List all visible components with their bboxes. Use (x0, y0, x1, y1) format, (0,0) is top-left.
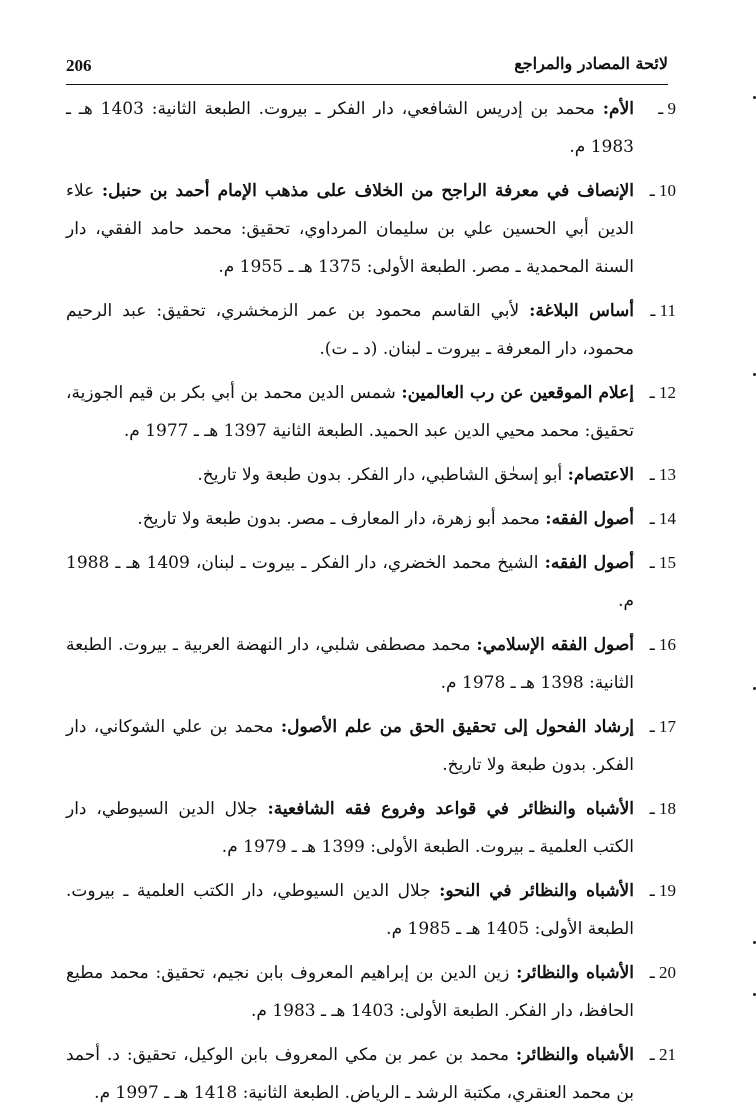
entry-title: أساس البلاغة: (529, 301, 634, 321)
entry-number: 14 ـ (649, 509, 676, 528)
entry-title: أصول الفقه: (544, 553, 634, 573)
bibliography-entry (66, 456, 676, 494)
entry-details: محمد أبو زهرة، دار المعارف ـ مصر. بدون طبعة ولا تاريخ. (137, 509, 546, 529)
entry-number: 17 ـ (649, 717, 676, 736)
bibliography-entry (66, 708, 676, 784)
bibliography-entry (66, 1036, 676, 1112)
entry-number: 15 ـ (649, 553, 676, 572)
entry-number: 18 ـ (649, 799, 676, 818)
entry-title: الأشباه والنظائر في النحو: (439, 881, 634, 901)
entry-details: زين الدين بن إبراهيم المعروف بابن نجيم، تحقيق: محمد مطيع الحافظ، دار الفكر. الطبعة الأولى: 1403 هـ ـ 1983 م. (66, 963, 634, 1021)
entry-details: الشيخ محمد الخضري، دار الفكر ـ بيروت ـ لبنان، 1409 هـ ـ 1988 م. (66, 553, 634, 611)
entry-title: الأشباه والنظائر: (516, 963, 634, 983)
entry-number: 19 ـ (649, 881, 676, 900)
entry-details: علاء الدين أبي الحسين علي بن سليمان المرداوي، تحقيق: محمد حامد الفقي، دار السنة المحمدية ـ مصر. الطبعة الأولى: 1375 هـ ـ 1955 م. (66, 181, 634, 277)
bibliography-entry (66, 374, 676, 450)
entry-details: أبو إسحٰق الشاطبي، دار الفكر. بدون طبعة ولا تاريخ. (197, 465, 568, 485)
entry-number: 13 ـ (649, 465, 676, 484)
bibliography-entry (66, 626, 676, 702)
entry-number: 21 ـ (649, 1045, 676, 1064)
entry-details: محمد مصطفى شلبي، دار النهضة العربية ـ بيروت. الطبعة الثانية: 1398 هـ ـ 1978 م. (66, 635, 634, 693)
bibliography-entry (66, 90, 676, 166)
entry-number: 11 ـ (650, 301, 676, 320)
running-title: لائحة المصادر والمراجع (514, 54, 668, 73)
entry-number: 20 ـ (649, 963, 676, 982)
entry-details: محمد بن علي الشوكاني، دار الفكر. بدون طبعة ولا تاريخ. (66, 717, 634, 775)
bibliography-entry (66, 790, 676, 866)
entry-number: 12 ـ (649, 383, 676, 402)
entry-number: 10 ـ (649, 181, 676, 200)
entry-title: الاعتصام: (567, 465, 634, 485)
entry-details: محمد بن عمر بن مكي المعروف بابن الوكيل، تحقيق: د. أحمد بن محمد العنقري، مكتبة الرشد ـ الرياض. الطبعة الثانية: 1418 هـ ـ 1997 م. (66, 1045, 634, 1103)
entry-details: جلال الدين السيوطي، دار الكتب العلمية ـ بيروت. الطبعة الأولى: 1405 هـ ـ 1985 م. (66, 881, 634, 939)
bibliography-entry (66, 292, 676, 368)
entry-details: محمد بن إدريس الشافعي، دار الفكر ـ بيروت. الطبعة الثانية: 1403 هـ ـ 1983 م. (66, 99, 634, 157)
bibliography-entry (66, 872, 676, 948)
bibliography-entry (66, 172, 676, 286)
entry-title: أصول الفقه الإسلامي: (476, 635, 634, 655)
bibliography-entry (66, 954, 676, 1030)
entry-number: 16 ـ (649, 635, 676, 654)
entry-title: أصول الفقه: (545, 509, 634, 529)
entry-title: الأشباه والنظائر في قواعد وفروع فقه الشافعية: (267, 799, 634, 819)
entry-title: الأشباه والنظائر: (515, 1045, 634, 1065)
entry-details: شمس الدين محمد بن أبي بكر بن قيم الجوزية، تحقيق: محمد محيي الدين عبد الحميد. الطبعة الثانية 1397 هـ ـ 1977 م. (66, 383, 634, 441)
entry-title: إرشاد الفحول إلى تحقيق الحق من علم الأصول: (280, 717, 634, 737)
entry-details: لأبي القاسم محمود بن عمر الزمخشري، تحقيق: عبد الرحيم محمود، دار المعرفة ـ بيروت ـ لبنان. (د ـ ت). (66, 301, 634, 359)
page-number: 206 (66, 56, 92, 75)
entry-number: 9 ـ (658, 99, 676, 118)
bibliography-entry (66, 500, 676, 538)
entry-title: إعلام الموقعين عن رب العالمين: (401, 383, 634, 403)
page-header (66, 54, 668, 85)
entry-title: الأم: (602, 99, 635, 119)
entry-details: جلال الدين السيوطي، دار الكتب العلمية ـ بيروت. الطبعة الأولى: 1399 هـ ـ 1979 م. (66, 799, 634, 857)
entry-title: الإنصاف في معرفة الراجح من الخلاف على مذهب الإمام أحمد بن حنبل: (101, 181, 634, 201)
bibliography-entry (66, 544, 676, 620)
bibliography-list (66, 90, 676, 1118)
